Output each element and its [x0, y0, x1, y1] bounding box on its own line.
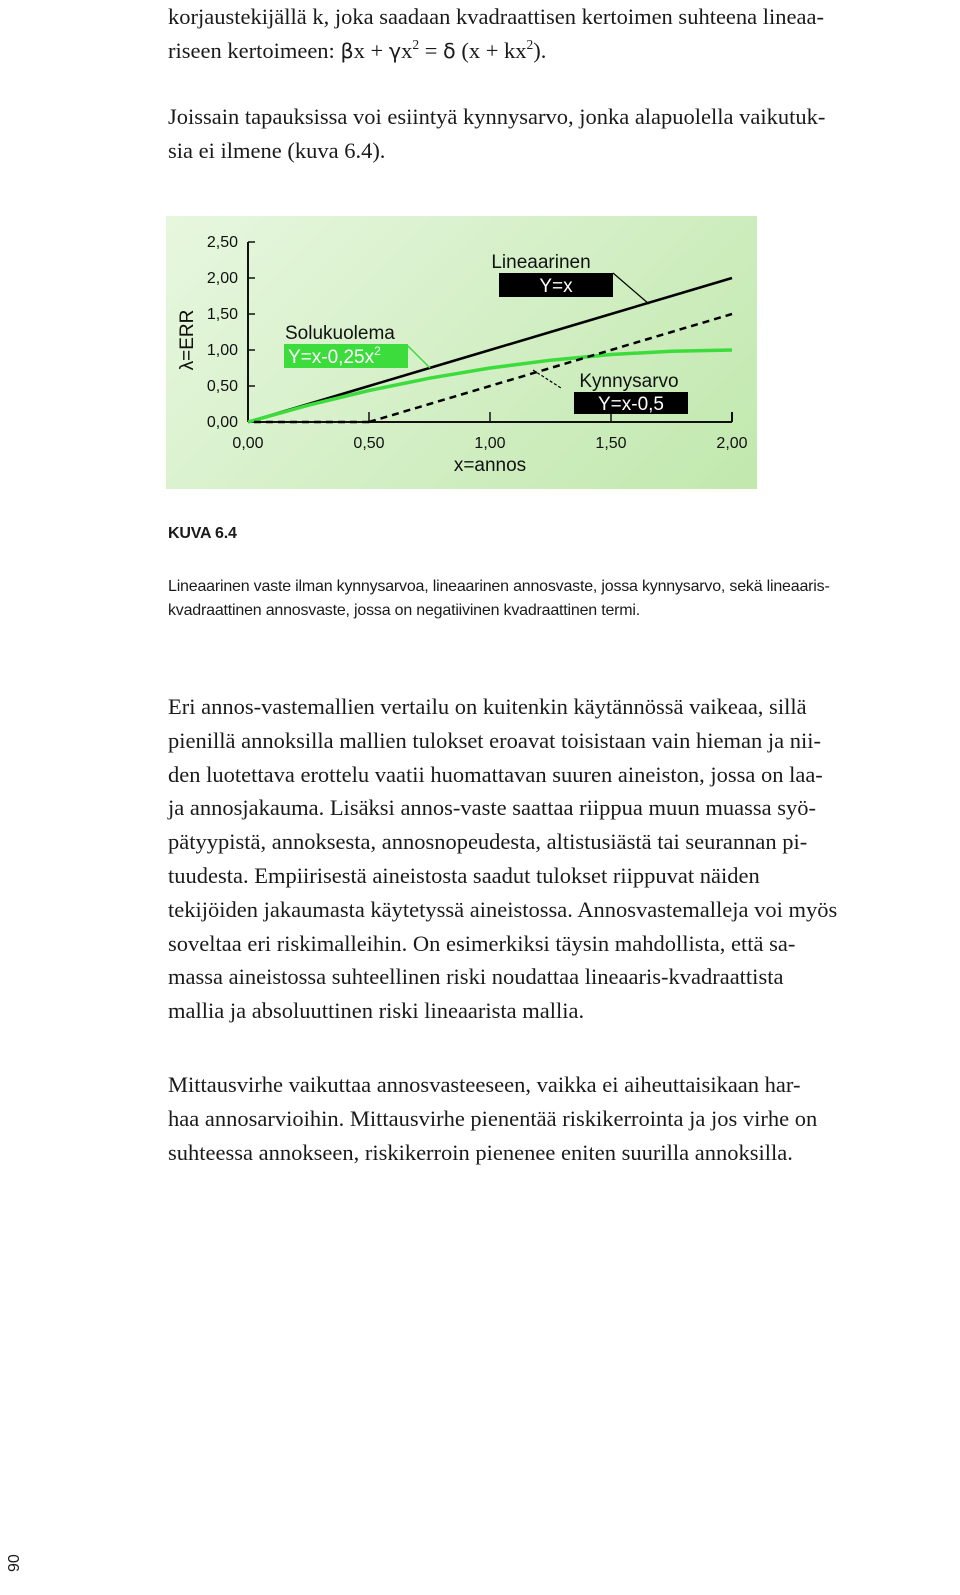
intro-formula-paragraph: [168, 0, 941, 69]
formula-lead-text: korjaustekijällä k, joka saadaan kvadraattisen kertoimen suhteena lineaa- riseen kertoimeen:: [168, 4, 824, 63]
x-tick-label: 0,50: [353, 435, 385, 452]
x-tick-label: 1,00: [474, 435, 506, 452]
dose-response-figure: [166, 216, 757, 489]
x-tick-label: 0,00: [232, 435, 264, 452]
formula-label-solukuolema: $Y=x-0,25x^2$: [288, 344, 381, 368]
x-axis-label: x=annos: [453, 455, 527, 476]
delta-symbol: δ: [443, 38, 456, 63]
page-number: 90: [6, 1554, 23, 1572]
beta-symbol: β: [340, 38, 354, 63]
series-label-lineaarinen: Lineaarinen: [491, 252, 591, 273]
body-paragraph-1: Eri annos-vastemallien vertailu on kuitenkin käytännössä vaikeaa, sillä pienillä annoksilla mallien tulokset eroavat toisistaan vain hieman ja nii- den luotettava erottelu vaatii huomattavan suuren aineiston, jossa on laa- ja annosjakauma. Lisäksi annos-vaste saattaa riippua muun muassa syö- pätyypistä, annoksesta, annosnopeudesta, altistusiästä tai seurannan pi- tuudesta. Empiirisestä aineistosta saadut tulokset riippuvat näiden tekijöiden jakaumasta käytetyssä aineistossa. Annosvastemalleja voi myös soveltaa eri riskimalleihin. On esimerkiksi täysin mahdollista, että sa- massa aineistossa suhteellinen riski noudattaa lineaaris-kvadraattista mallia ja absoluuttinen riski lineaarista mallia.: [168, 694, 838, 1024]
exponent-a: 2: [412, 37, 420, 53]
series-label-kynnysarvo: Kynnysarvo: [579, 371, 679, 392]
formula-exponent: 2: [374, 344, 381, 358]
y-tick-label: 1,00: [206, 342, 238, 359]
y-tick-label: 2,00: [206, 270, 238, 287]
formula-part-1: x +: [353, 37, 389, 63]
x-tick-label: 1,50: [595, 435, 627, 452]
formula-label-kynnysarvo: Y=x-0,5: [597, 394, 665, 415]
figure-caption: Lineaarinen vaste ilman kynnysarvoa, lineaarinen annosvaste, jossa kynnysarvo, sekä lineaaris- kvadraattinen annosvaste, jossa on negatiivinen kvadraattinen termi.: [168, 578, 830, 619]
leader-line-kynnysarvo: [533, 370, 561, 388]
formula-part-4: (x + kx: [455, 37, 527, 63]
formula-end: ).: [533, 37, 547, 63]
y-tick-label: 2,50: [206, 234, 238, 251]
leader-line-solukuolema: [408, 346, 430, 368]
body-paragraph-2: Mittausvirhe vaikuttaa annosvasteeseen, vaikka ei aiheuttaisikaan har- haa annosarvioihin. Mittausvirhe pienentää riskikerrointa ja jos virhe on suhteessa annokseen, riskikerroin pienenee eniten suurilla annoksilla.: [168, 1072, 818, 1165]
gamma-symbol: γ: [388, 38, 402, 63]
threshold-paragraph: Joissain tapauksissa voi esiintyä kynnysarvo, jonka alapuolella vaikutuk- sia ei ilmene (kuva 6.4).: [168, 104, 826, 163]
x-tick-label: 2,00: [716, 435, 748, 452]
y-axis-label: λ=ERR: [177, 309, 198, 371]
formula-part-3: =: [419, 37, 444, 63]
formula-label-lineaarinen: Y=x: [539, 276, 573, 297]
figure-title: KUVA 6.4: [168, 525, 237, 542]
y-tick-label: 0,00: [206, 414, 238, 431]
exponent-b: 2: [526, 37, 534, 53]
y-tick-label: 0,50: [206, 378, 238, 395]
y-tick-label: 1,50: [206, 306, 238, 323]
formula-part-2: x: [401, 37, 413, 63]
series-label-solukuolema: Solukuolema: [285, 323, 395, 344]
dose-response-chart: [166, 216, 757, 489]
leader-line-lineaarinen: [613, 273, 649, 304]
